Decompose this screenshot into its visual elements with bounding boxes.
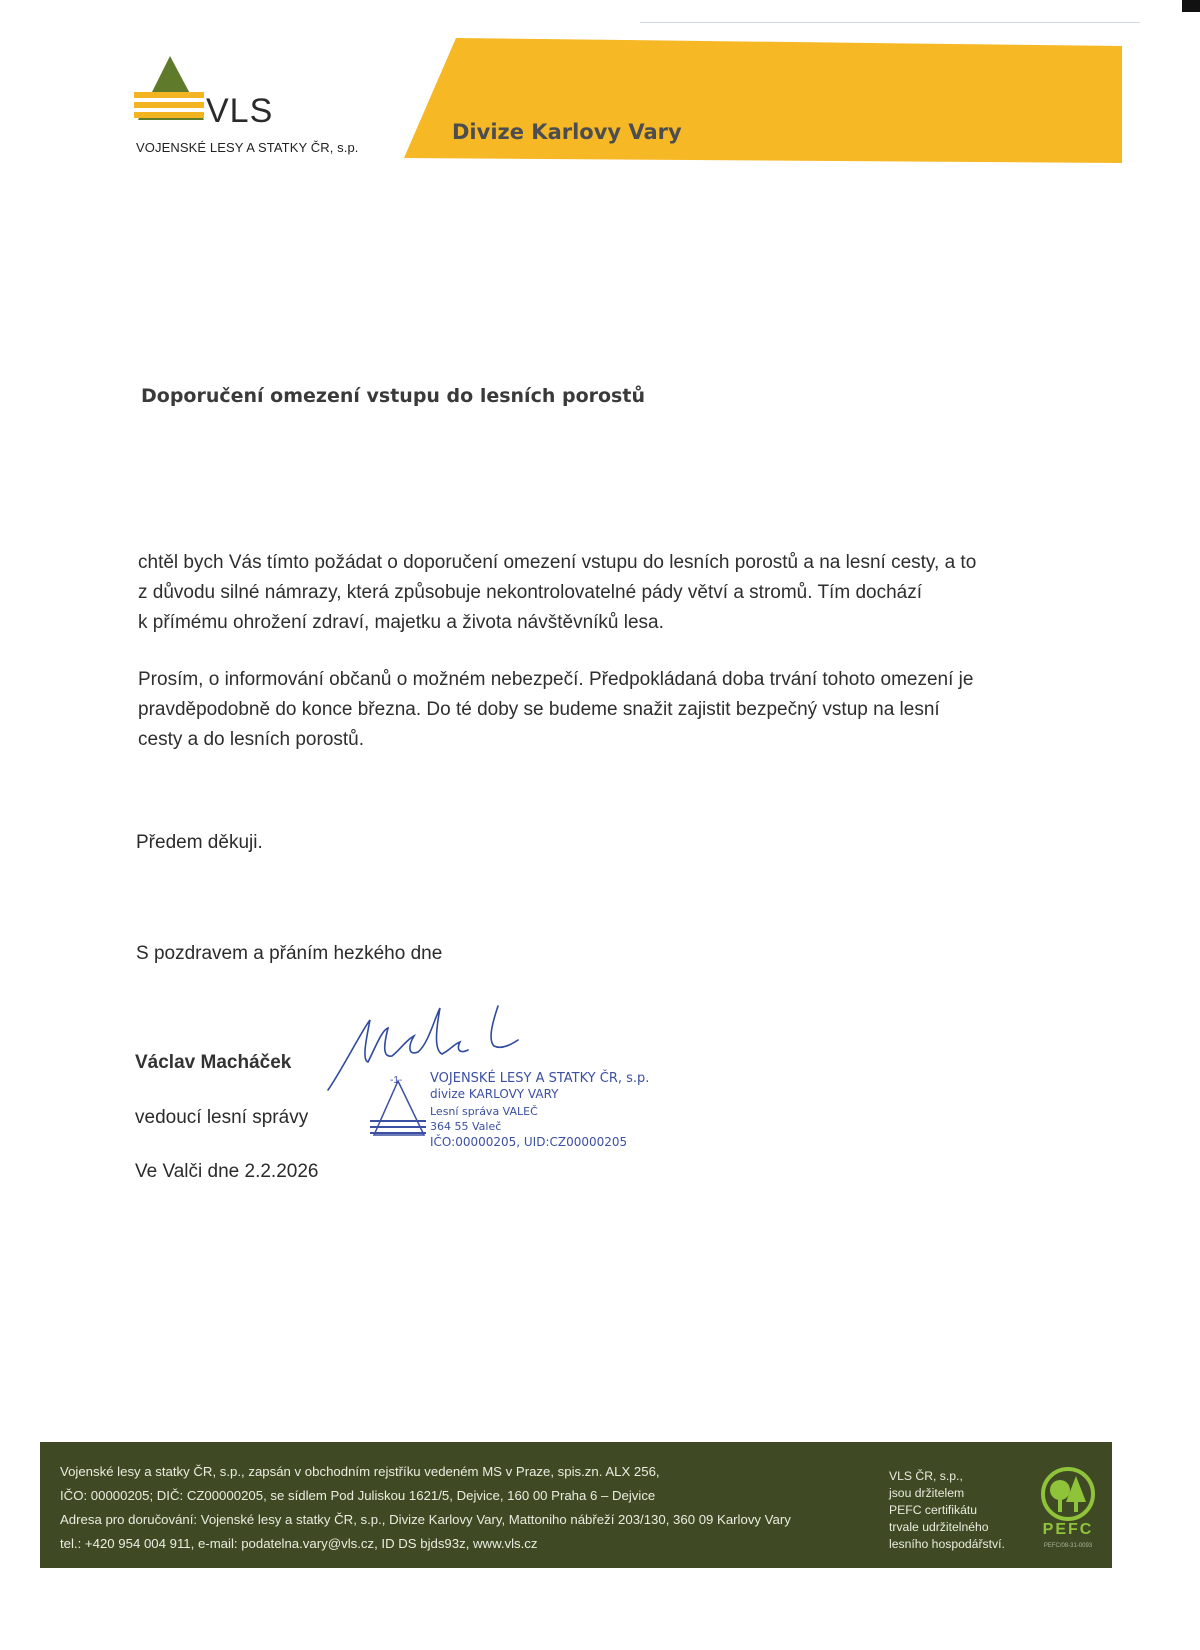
logo-brand: VLS (206, 92, 274, 130)
signer-name: Václav Macháček (135, 1052, 292, 1073)
paragraph-2-line: cesty a do lesních porostů. (138, 729, 365, 750)
banner-shape (404, 38, 1122, 163)
stamp-triangle-icon (368, 1077, 428, 1157)
paragraph-2-line: Prosím, o informování občanů o možném nebezpečí. Předpokládaná doba trvání tohoto omezení je (138, 669, 974, 690)
official-stamp (368, 1065, 668, 1165)
division-title: Divize Karlovy Vary (452, 120, 682, 144)
stamp-line: IČO:00000205, UID:CZ00000205 (430, 1135, 628, 1149)
pefc-label: PEFC (1042, 1521, 1094, 1538)
division-banner (404, 38, 1122, 163)
vls-triangle-icon (134, 52, 214, 132)
paragraph-1-line: chtěl bych Vás tímto požádat o doporučení omezení vstupu do lesních porostů a na lesní cesty, a to (138, 552, 977, 573)
stamp-line: divize KARLOVY VARY (430, 1087, 559, 1101)
footer-certificate-note (889, 1468, 1005, 1553)
signer-role: vedoucí lesní správy (135, 1107, 309, 1128)
cert-line: PEFC certifikátu (889, 1503, 978, 1517)
cert-line: jsou držitelem (889, 1486, 965, 1500)
pefc-code: PEFC/08-31-0093 (1043, 1543, 1093, 1549)
closing-line: S pozdravem a přáním hezkého dne (136, 943, 443, 964)
vls-logo (134, 52, 374, 162)
footer-line: Adresa pro doručování: Vojenské lesy a statky ČR, s.p., Divize Karlovy Vary, Mattoniho nábřeží 203/130, 360 09 Karlovy Vary (60, 1512, 791, 1527)
pefc-logo (1028, 1464, 1108, 1554)
cert-line: VLS ČR, s.p., (889, 1469, 963, 1483)
footer-line: tel.: +420 954 004 911, e-mail: podatelna.vary@vls.cz, ID DS bjds93z, www.vls.cz (60, 1536, 538, 1551)
paragraph-2 (138, 665, 1078, 755)
footer-line: Vojenské lesy a statky ČR, s.p., zapsán v obchodním rejstříku vedeném MS v Praze, spis.zn. ALX 256, (60, 1464, 660, 1479)
stamp-mark: -1- (390, 1075, 403, 1086)
footer-line: IČO: 00000205; DIČ: CZ00000205, se sídlem Pod Juliskou 1621/5, Dejvice, 160 00 Praha 6 – Dejvice (60, 1488, 656, 1503)
footer-company-info (60, 1460, 791, 1556)
footer-band (40, 1442, 1112, 1568)
cert-line: trvale udržitelného (889, 1520, 989, 1534)
place-date: Ve Valči dne 2.2.2026 (135, 1161, 319, 1182)
logo-subtitle: VOJENSKÉ LESY A STATKY ČR, s.p. (136, 140, 359, 155)
paragraph-2-line: pravděpodobně do konce března. Do té doby se budeme snažit zajistit bezpečný vstup na lesní (138, 699, 940, 720)
pefc-tree-icon (1038, 1466, 1098, 1522)
scan-edge-mark (1182, 0, 1200, 12)
cert-line: lesního hospodářství. (889, 1537, 1005, 1551)
thanks-line: Předem děkuji. (136, 832, 263, 853)
stamp-line: 364 55 Valeč (430, 1120, 502, 1133)
paragraph-1-line: z důvodu silné námrazy, která způsobuje nekontrolovatelné pády větví a stromů. Tím dochází (138, 582, 922, 603)
paragraph-1-line: k přímému ohrožení zdraví, majetku a života návštěvníků lesa. (138, 612, 664, 633)
stamp-line: Lesní správa VALEČ (430, 1105, 538, 1118)
paragraph-1 (138, 548, 1078, 638)
stamp-line: VOJENSKÉ LESY A STATKY ČR, s.p. (430, 1071, 650, 1086)
scan-edge-line (640, 22, 1140, 23)
letter-subject: Doporučení omezení vstupu do lesních porostů (141, 385, 645, 407)
